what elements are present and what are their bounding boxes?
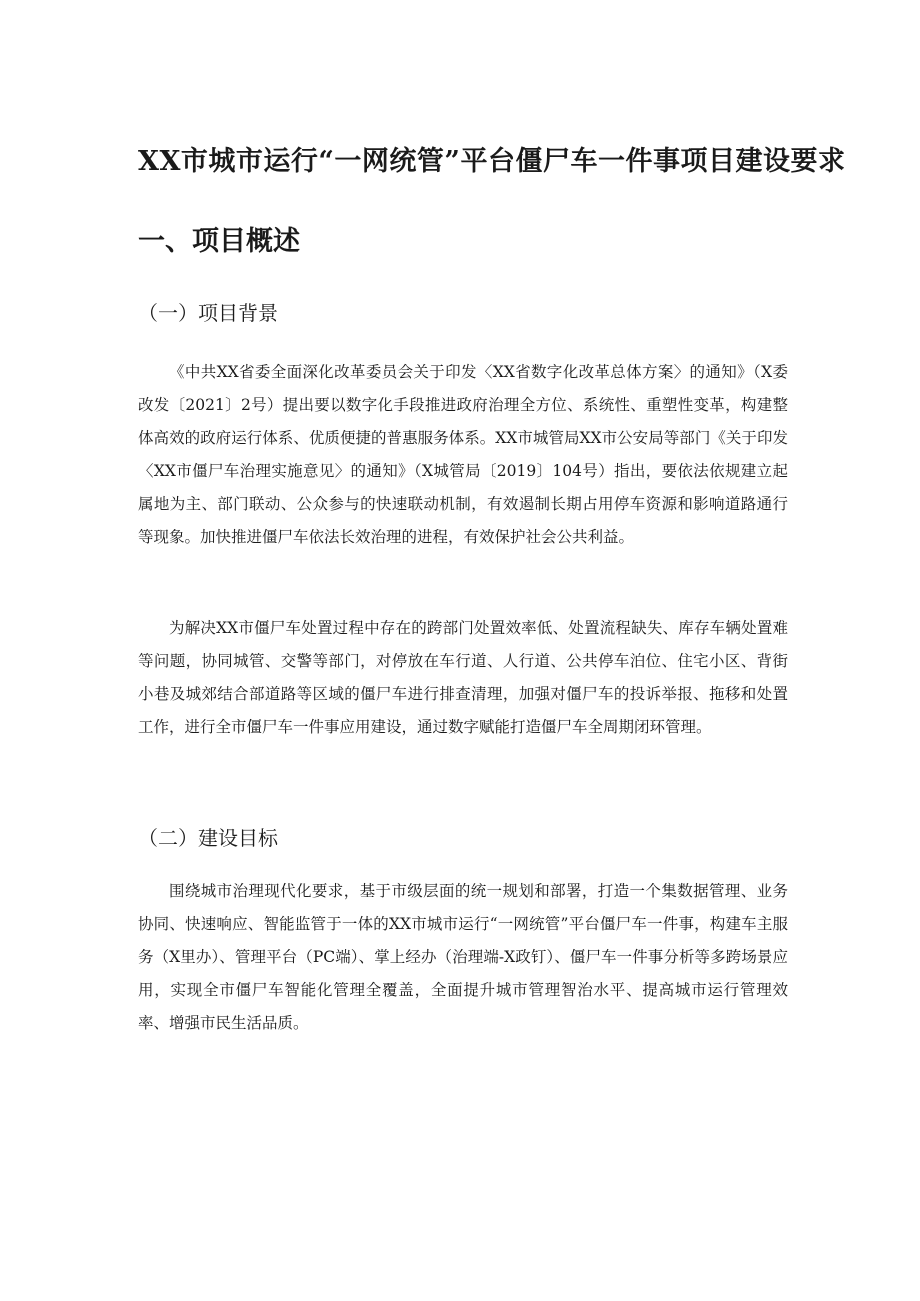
section-heading-overview: 一、项目概述 bbox=[138, 226, 300, 257]
background-paragraph-1: 《中共XX省委全面深化改革委员会关于印发〈XX省数字化改革总体方案〉的通知》（X委改发〔2021〕2号）提出要以数字化手段推进政府治理全方位、系统性、重塑性变革，构建整体高效的政府运行体系、优质便捷的普惠服务体系。XX市城管局XX市公安局等部门《关于印发〈XX市僵尸车治理实施意见〉的通知》（X城管局〔2019〕104号）指出，要依法依规建立起属地为主、部门联动、公众参与的快速联动机制，有效遏制长期占用停车资源和影响道路通行等现象。加快推进僵尸车依法长效治理的进程，有效保护社会公共利益。 bbox=[138, 363, 788, 546]
subsection-heading-background: （一）项目背景 bbox=[138, 301, 278, 325]
subsection-heading-goals: （二）建设目标 bbox=[138, 826, 278, 850]
goals-paragraph-1: 围绕城市治理现代化要求，基于市级层面的统一规划和部署，打造一个集数据管理、业务协同、快速响应、智能监管于一体的XX市城市运行“一网统管”平台僵尸车一件事，构建车主服务（X里办）、管理平台（PC端）、掌上经办（治理端-X政钉）、僵尸车一件事分析等多跨场景应用，实现全市僵尸车智能化管理全覆盖，全面提升城市管理智治水平、提高城市运行管理效率、增强市民生活品质。 bbox=[138, 882, 788, 1032]
background-paragraph-2: 为解决XX市僵尸车处置过程中存在的跨部门处置效率低、处置流程缺失、库存车辆处置难等问题，协同城管、交警等部门，对停放在车行道、人行道、公共停车泊位、住宅小区、背街小巷及城郊结合部道路等区域的僵尸车进行排查清理，加强对僵尸车的投诉举报、拖移和处置工作，进行全市僵尸车一件事应用建设，通过数字赋能打造僵尸车全周期闭环管理。 bbox=[138, 619, 788, 736]
document-title: XX市城市运行“一网统管”平台僵尸车一件事项目建设要求 bbox=[138, 146, 846, 177]
